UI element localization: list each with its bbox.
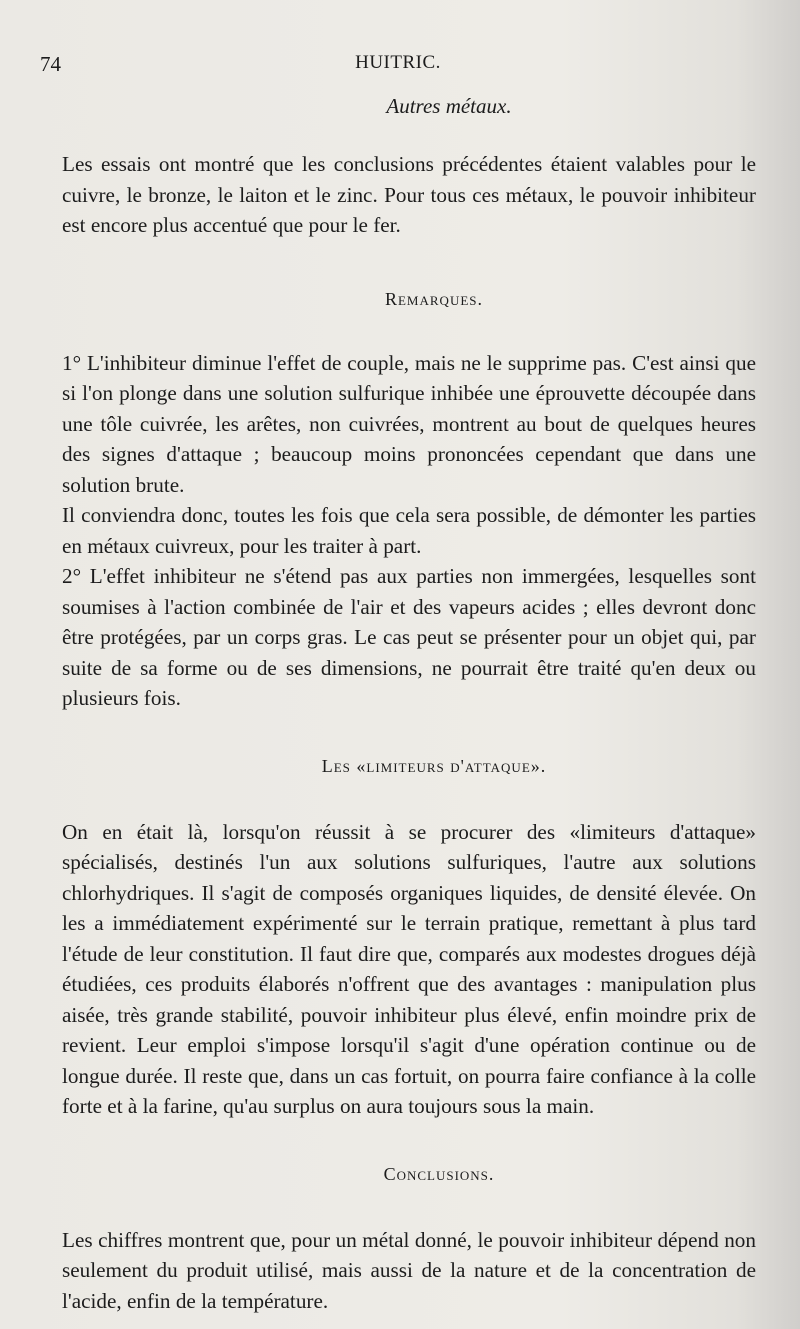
paragraph-autres-metaux: Les essais ont montré que les conclusions précédentes étaient valables pour le cuivre, le bronze, le laiton et le zinc. Pour tous ces métaux, le pouvoir inhibiteur est encore plus accentué que pour le fer. — [62, 152, 756, 237]
paragraph-remarque-note: Il conviendra donc, toutes les fois que cela sera possible, de démonter les parties en métaux cuivreux, pour les traiter à part. — [62, 503, 756, 558]
section-title-limiteurs: Les «limiteurs d'attaque». — [321, 755, 547, 776]
paragraph-conclusions: Les chiffres montrent que, pour un métal donné, le pouvoir inhibiteur dépend non seulement du produit utilisé, mais aussi de la nature et de la concentration de l'acide, enfin de la température. — [62, 1227, 756, 1313]
paragraph-limiteurs: On en était là, lorsqu'on réussit à se procurer des «limiteurs d'attaque» spécialisés, destinés l'un aux solutions sulfuriques, l'autre aux solutions chlorhydriques. Il s'agit de composés organiques liquides, de densité élevée. On les a immédiatement expérimenté sur le terrain pratique, remettant à plus tard l'étude de leur constitution. Il faut dire que, comparés aux modestes drogues déjà étudiées, ces produits élaborés n'offrent que des avantages : manipulation plus aisée, très grande stabilité, pouvoir inhibiteur plus élevé, enfin moindre prix de revient. Leur emploi s'impose lorsqu'il s'agit d'une opération continue ou de longue durée. Il reste que, dans un cas fortuit, on pourra faire confiance à la colle forte et à la farine, qu'au surplus on aura toujours sous la main. — [62, 819, 756, 1118]
running-title: HUITRIC. — [355, 52, 441, 73]
running-head — [38, 48, 758, 78]
paragraph-remarque-1: 1° L'inhibiteur diminue l'effet de couple, mais ne le supprime pas. C'est ainsi que si l'on plonge dans une solution sulfurique inhibée une éprouvette découpée dans une tôle cuivrée, les arêtes, non cuivrées, montrent au bout de quelques heures des signes d'attaque ; beaucoup moins prononcées cependant que dans une solution brute. — [62, 350, 756, 497]
text-block — [62, 90, 756, 1316]
section-title-conclusions: Conclusions. — [383, 1163, 495, 1184]
page-number: 74 — [40, 52, 61, 76]
paragraph-remarque-2: 2° L'effet inhibiteur ne s'étend pas aux parties non immergées, lesquelles sont soumises à l'action combinée de l'air et des vapeurs acides ; elles devront donc être protégées, par un corps gras. Le cas peut se présenter pour un objet qui, par suite de sa forme ou de ses dimensions, ne pourrait être traité qu'en deux ou plusieurs fois. — [62, 564, 756, 710]
subsection-title: Autres métaux. — [386, 94, 512, 118]
section-title-remarques: Remarques. — [384, 288, 483, 309]
